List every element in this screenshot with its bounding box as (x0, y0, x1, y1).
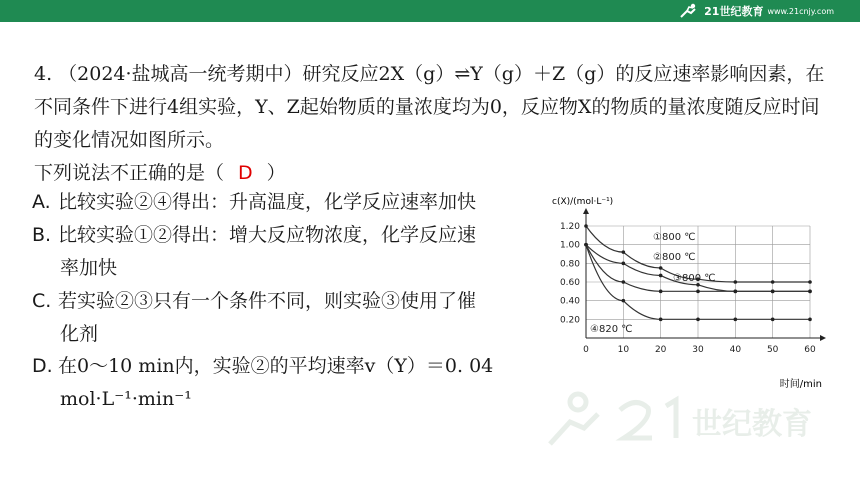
data-point (622, 280, 626, 284)
option-b[interactable] (32, 219, 547, 285)
x-axis-arrow (820, 335, 826, 341)
data-point (808, 280, 812, 284)
top-banner (0, 0, 860, 22)
x-tick-label: 0 (583, 345, 589, 355)
data-point (771, 290, 775, 294)
data-point (659, 266, 663, 270)
option-letter: A. (32, 191, 51, 213)
y-tick-label: 1.00 (559, 240, 580, 251)
data-point (659, 318, 663, 322)
data-point (734, 318, 738, 322)
y-tick-label: 0.60 (559, 278, 580, 288)
data-point (659, 290, 663, 294)
concentration-chart (548, 188, 838, 390)
y-tick-label: 0.20 (559, 315, 580, 326)
data-point (808, 290, 812, 294)
x-tick-label: 30 (692, 345, 704, 355)
x-tick-label: 40 (729, 345, 742, 355)
data-point (808, 318, 812, 322)
x-tick-label: 20 (654, 345, 667, 355)
brand-name: 21世纪教育 (704, 5, 764, 18)
y-tick-label: 0.80 (559, 259, 580, 270)
brand-logo (678, 2, 834, 20)
x-axis-label: 时间/min (779, 379, 822, 390)
x-tick-label: 10 (617, 345, 630, 355)
data-point (696, 290, 700, 294)
option-text-cont: 率加快 (60, 257, 118, 279)
y-tick-label: 1.20 (559, 222, 580, 232)
series-label: ①800 ℃ (653, 232, 696, 243)
series-label: ③800 ℃ (673, 273, 716, 284)
data-point (622, 250, 626, 254)
data-point (622, 299, 626, 303)
data-point (584, 224, 588, 228)
y-axis-label: c(X)/(mol·L⁻¹) (552, 197, 614, 207)
data-point (584, 243, 588, 247)
series-label: ④820 ℃ (590, 324, 633, 335)
option-text: 在0～10 min内，实验②的平均速率v（Y）＝0. 04 (58, 355, 494, 377)
option-text-cont: 化剂 (60, 323, 99, 345)
data-point (734, 290, 738, 294)
watermark-logo-icon (540, 388, 820, 458)
question-stem: 4. （2024·盐城高一统考期中）研究反应2X（g）⇌Y（g）＋Z（g）的反应速率影响因素，在不同条件下进行4组实验，Y、Z起始物质的量浓度均为0，反应物X的物质的量浓度随反应时间的变化情况如图所示。 (34, 63, 825, 151)
option-letter: C. (32, 290, 52, 312)
x-tick-label: 50 (766, 345, 779, 355)
data-point (696, 318, 700, 322)
x-tick-label: 60 (804, 345, 816, 355)
ask-text: 下列说法不正确的是（ (34, 162, 225, 184)
option-c[interactable] (32, 285, 547, 351)
data-point (622, 262, 626, 266)
option-text-cont: mol·L⁻¹·min⁻¹ (60, 388, 192, 410)
y-axis-arrow (583, 208, 589, 214)
brand-url: www.21cnjy.com (767, 6, 834, 16)
option-d[interactable] (32, 350, 547, 416)
option-text: 比较实验②④得出：升高温度，化学反应速率加快 (58, 191, 477, 213)
option-a[interactable] (32, 186, 547, 219)
answer-mark: D (238, 162, 253, 184)
series-label: ②800 ℃ (653, 252, 696, 263)
option-letter: B. (32, 224, 52, 246)
data-point (771, 280, 775, 284)
data-point (734, 280, 738, 284)
option-text: 比较实验①②得出：增大反应物浓度，化学反应速 (58, 224, 477, 246)
data-point (771, 318, 775, 322)
data-point (659, 274, 663, 278)
question-ask (34, 158, 286, 188)
option-text: 若实验②③只有一个条件不同，则实验③使用了催 (58, 290, 477, 312)
option-letter: D. (32, 355, 53, 377)
y-tick-label: 0.40 (559, 296, 580, 307)
ask-close: ） (266, 162, 286, 184)
runner-logo-icon (678, 3, 700, 19)
svg-text:世纪教育: 世纪教育 (692, 407, 812, 442)
